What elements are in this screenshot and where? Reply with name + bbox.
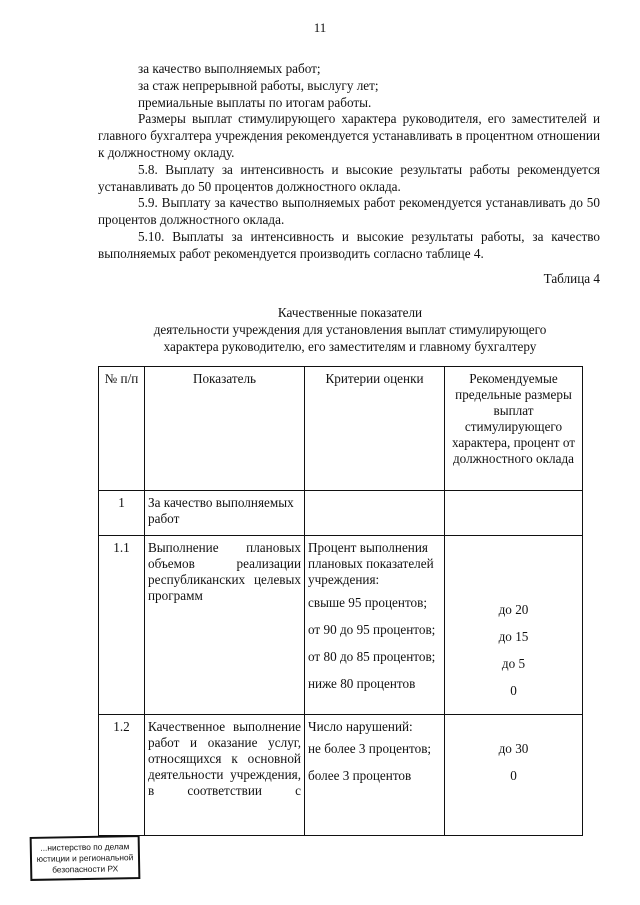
row-criteria: [305, 491, 445, 536]
value-item: до 5: [501, 656, 526, 671]
table-header-row: [99, 367, 583, 491]
table-title-line: характера руководителю, его заместителям и главному бухгалтеру: [163, 339, 537, 354]
row-values: [445, 715, 583, 836]
row-num: 1: [99, 491, 145, 536]
indicators-table: [98, 366, 583, 836]
criteria-item: свыше 95 процентов;: [308, 595, 428, 610]
header-num: № п/п: [99, 367, 145, 491]
page-number: 11: [313, 20, 327, 35]
criteria-item: ниже 80 процентов: [308, 676, 416, 691]
table-title-line: Качественные показатели: [277, 305, 423, 320]
paragraph: 5.10. Выплаты за интенсивность и высокие результаты работы, за качество выполняемых работ рекомендуется производить согласно таблице 4.: [98, 228, 600, 261]
row-values: [445, 536, 583, 715]
value-item: 0: [510, 683, 517, 698]
value-item: до 30: [498, 741, 529, 756]
row-indicator: Качественное выполнение работ и оказание услуг, относящихся к основной деятельности учреждения, в соответствии с: [145, 715, 305, 836]
criteria-intro: Число нарушений:: [308, 719, 413, 734]
value-item: до 20: [498, 602, 529, 617]
paragraph: 5.9. Выплату за качество выполняемых работ рекомендуется устанавливать до 50 процентов должностного оклада.: [98, 195, 600, 228]
row-indicator: Выполнение плановых объемов реализации республиканских целевых программ: [145, 536, 305, 715]
stamp-line: безопасности РХ: [52, 863, 119, 875]
table-title: [100, 304, 600, 355]
value-item: до 15: [498, 629, 529, 644]
table-title-line: деятельности учреждения для установления выплат стимулирующего: [153, 322, 547, 337]
list-item: за качество выполняемых работ;: [138, 61, 321, 76]
paragraph: 5.8. Выплату за интенсивность и высокие результаты работы рекомендуется устанавливать до 50 процентов должностного оклада.: [98, 161, 600, 194]
body-text: [98, 61, 600, 263]
stamp-line: ...нистерство по делам: [40, 841, 130, 853]
table-row: [99, 715, 583, 836]
table-row: [99, 536, 583, 715]
row-num: 1.2: [99, 715, 145, 836]
criteria-intro: Процент выполнения плановых показателей учреждения:: [308, 540, 434, 587]
row-criteria: [305, 536, 445, 715]
registration-stamp: [30, 835, 141, 881]
row-num: 1.1: [99, 536, 145, 715]
header-criteria: Критерии оценки: [305, 367, 445, 491]
stamp-line: юстиции и региональной: [36, 852, 134, 864]
paragraph: Размеры выплат стимулирующего характера руководителя, его заместителей и главного бухгалтера учреждения рекомендуется устанавливать в процентном отношении к должностному окладу.: [98, 111, 600, 160]
row-values: [445, 491, 583, 536]
value-item: 0: [510, 768, 517, 783]
list-item: премиальные выплаты по итогам работы.: [138, 94, 372, 110]
table-caption: Таблица 4: [543, 271, 600, 286]
list-item: за стаж непрерывной работы, выслугу лет;: [138, 77, 379, 93]
table-row: [99, 491, 583, 536]
header-indicator: Показатель: [145, 367, 305, 491]
criteria-item: от 90 до 95 процентов;: [308, 622, 436, 637]
header-recommended: Рекомендуемые предельные размеры выплат стимулирующего характера, процент от должностного оклада: [445, 367, 583, 491]
criteria-item: более 3 процентов: [308, 768, 412, 783]
row-criteria: [305, 715, 445, 836]
criteria-item: от 80 до 85 процентов;: [308, 649, 436, 664]
criteria-item: не более 3 процентов;: [308, 741, 432, 756]
row-indicator: За качество выполняемых работ: [145, 491, 305, 536]
